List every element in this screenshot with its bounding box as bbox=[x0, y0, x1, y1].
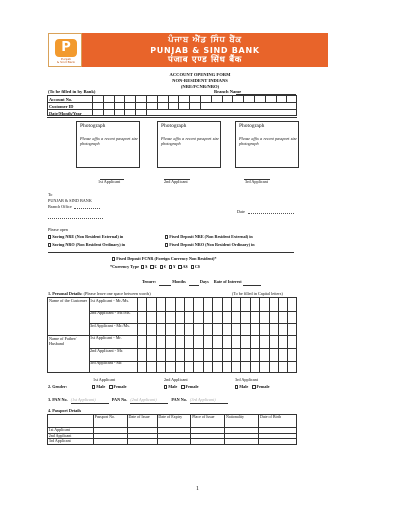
checkbox-icon[interactable] bbox=[165, 235, 168, 238]
option-saving-nro[interactable]: Saving NRO (Non Resident Ordinary) in bbox=[48, 243, 125, 248]
customer-id-label: Customer ID bbox=[49, 103, 74, 109]
name-row-2: 2nd Applicant - Mr./Ms. bbox=[90, 310, 131, 315]
capital-letters-note: (To be filled in Capital letters) bbox=[232, 291, 283, 296]
photo-title-1: Photograph bbox=[80, 123, 106, 129]
photo-text-1: Please affix a recent passport size photograph bbox=[80, 136, 138, 147]
photo-title-3: Photograph bbox=[239, 123, 265, 129]
passport-col-number: Passport No. bbox=[93, 415, 127, 428]
checkbox-icon[interactable] bbox=[48, 235, 51, 238]
logo-line2: & Sind Bank bbox=[56, 60, 76, 65]
option-fd-nre[interactable]: Fixed Deposit NRE (Non Resident External) in bbox=[165, 235, 253, 240]
pan-row: 3. PAN No. (1st Applicant) PAN No. (2nd Applicant) PAN No. (3rd Applicant) bbox=[48, 398, 228, 404]
passport-table bbox=[47, 414, 297, 445]
father-row-3: 3rd Applicant - Mr. bbox=[90, 360, 123, 365]
passport-col-dob: Date of Birth bbox=[259, 415, 297, 428]
passport-heading: 4. Passport Details bbox=[48, 408, 82, 413]
rate-field[interactable] bbox=[243, 280, 261, 286]
option-fcnr[interactable]: Fixed Deposit FCNR (Foreign Currency Non Resident)* bbox=[112, 257, 217, 262]
passport-col-issue: Date of Issue bbox=[127, 415, 157, 428]
branch-office-field[interactable] bbox=[74, 208, 100, 209]
passport-row-3: 3rd Applicant bbox=[48, 439, 94, 445]
bank-address-name: PUNJAB & SIND BANK bbox=[48, 198, 92, 203]
bank-use-label: (To be filled in by Bank) bbox=[48, 89, 96, 94]
gender-options-2: Male Female bbox=[164, 385, 199, 390]
photo-text-2: Please affix a recent passport size photograph bbox=[161, 136, 219, 147]
pan-field-3[interactable]: (3rd Applicant) bbox=[190, 398, 228, 404]
pan-field-1[interactable]: (1st Applicant) bbox=[71, 398, 109, 404]
photo-caption-2: 2nd Applicant bbox=[164, 179, 188, 184]
form-subtitle-types: (NRE/FCNR/NRO) bbox=[180, 84, 220, 89]
pan-field-2[interactable]: (2nd Applicant) bbox=[130, 398, 168, 404]
photo-box-1[interactable] bbox=[76, 121, 140, 168]
to-label: To bbox=[48, 192, 53, 197]
tenure-days-field[interactable] bbox=[189, 280, 199, 286]
logo-line1: Punjab bbox=[60, 57, 72, 61]
bank-use-table bbox=[47, 95, 297, 116]
name-row-1: 1st Applicant - Mr./Ms. bbox=[90, 298, 130, 303]
bank-banner bbox=[48, 33, 328, 67]
photo-caption-1: 1st Applicant bbox=[98, 179, 121, 184]
please-open-label: Please open bbox=[48, 227, 68, 232]
form-title: ACCOUNT OPENING FORM bbox=[169, 72, 231, 77]
name-letter-cells[interactable] bbox=[137, 298, 297, 373]
account-no-label: Account No. bbox=[49, 96, 73, 102]
checkbox-icon[interactable] bbox=[112, 257, 115, 260]
date-label: Date/Month/Year bbox=[49, 110, 82, 116]
passport-row-1: 1st Applicant bbox=[48, 428, 94, 434]
customer-name-label: Name of the Customer bbox=[49, 298, 88, 303]
date-label-right: Date bbox=[237, 209, 245, 214]
checkbox-icon[interactable] bbox=[165, 243, 168, 246]
bank-logo bbox=[48, 33, 82, 67]
checkbox-icon[interactable] bbox=[48, 243, 51, 246]
photo-text-3: Please affix a recent passport size photograph bbox=[239, 136, 297, 147]
tenure-row: Tenure: Months Days Rate of Interest bbox=[142, 280, 261, 286]
branch-name-label: Branch Name bbox=[214, 89, 242, 94]
father-husband-label: Name of Father/ Husband bbox=[49, 336, 77, 346]
personal-details-table bbox=[47, 297, 297, 373]
passport-col-place: Place of Issue bbox=[191, 415, 225, 428]
currency-type-row: *Currency Type $ £ € ¥ A$ C$ bbox=[110, 264, 200, 269]
bank-name-english: PUNJAB & SIND BANK bbox=[150, 46, 260, 55]
father-row-2: 2nd Applicant - Mr. bbox=[90, 347, 124, 353]
name-row-3: 3rd Applicant - Mr./Ms. bbox=[90, 322, 130, 328]
bank-name-hindi: पंजाब एण्ड सिंध बैंक bbox=[167, 55, 242, 65]
passport-row-2: 2nd Applicant bbox=[48, 433, 94, 439]
father-row-1: 1st Applicant - Mr. bbox=[90, 335, 122, 340]
gender-applicant-2: 2nd Applicant bbox=[164, 377, 188, 382]
page-number: 1 bbox=[196, 486, 199, 492]
pan-label: 3. PAN No. bbox=[48, 397, 68, 402]
passport-col-expiry: Date of Expiry bbox=[157, 415, 191, 428]
option-saving-nre[interactable]: Saving NRE (Non Resident External) in bbox=[48, 235, 123, 240]
passport-col-nationality: Nationality bbox=[225, 415, 259, 428]
currency-type-label: *Currency Type bbox=[110, 264, 139, 269]
photo-box-2[interactable] bbox=[157, 121, 221, 168]
gender-options-3: Male Female bbox=[235, 385, 270, 390]
branch-office-label: Branch Office bbox=[48, 204, 72, 209]
option-fd-nro[interactable]: Fixed Deposit NRO (Non Resident Ordinary) in bbox=[165, 243, 255, 248]
customer-id-cells[interactable] bbox=[92, 102, 202, 109]
photo-caption-3: 3rd Applicant bbox=[245, 179, 268, 184]
date-field[interactable] bbox=[248, 213, 294, 214]
personal-details-heading: 1. Personal Details: (Please leave one space between words) bbox=[48, 291, 151, 296]
gender-applicant-1: 1st Applicant bbox=[93, 377, 116, 382]
photo-box-3[interactable] bbox=[235, 121, 299, 168]
tenure-months-field[interactable] bbox=[159, 280, 171, 286]
gender-heading: 2. Gender: bbox=[48, 384, 68, 389]
logo-mark-icon: P bbox=[55, 39, 77, 57]
photo-title-2: Photograph bbox=[161, 123, 187, 129]
bank-name-punjabi: ਪੰਜਾਬ ਐਂਡ ਸਿੰਧ ਬੈਂਕ bbox=[168, 35, 242, 45]
date-cells[interactable] bbox=[92, 109, 152, 116]
gender-applicant-3: 3rd Applicant bbox=[235, 377, 258, 382]
form-subtitle: NON-RESIDENT INDIANS bbox=[172, 78, 228, 83]
branch-office-field-2[interactable] bbox=[48, 218, 103, 219]
gender-options-1: Male Female bbox=[92, 385, 127, 390]
